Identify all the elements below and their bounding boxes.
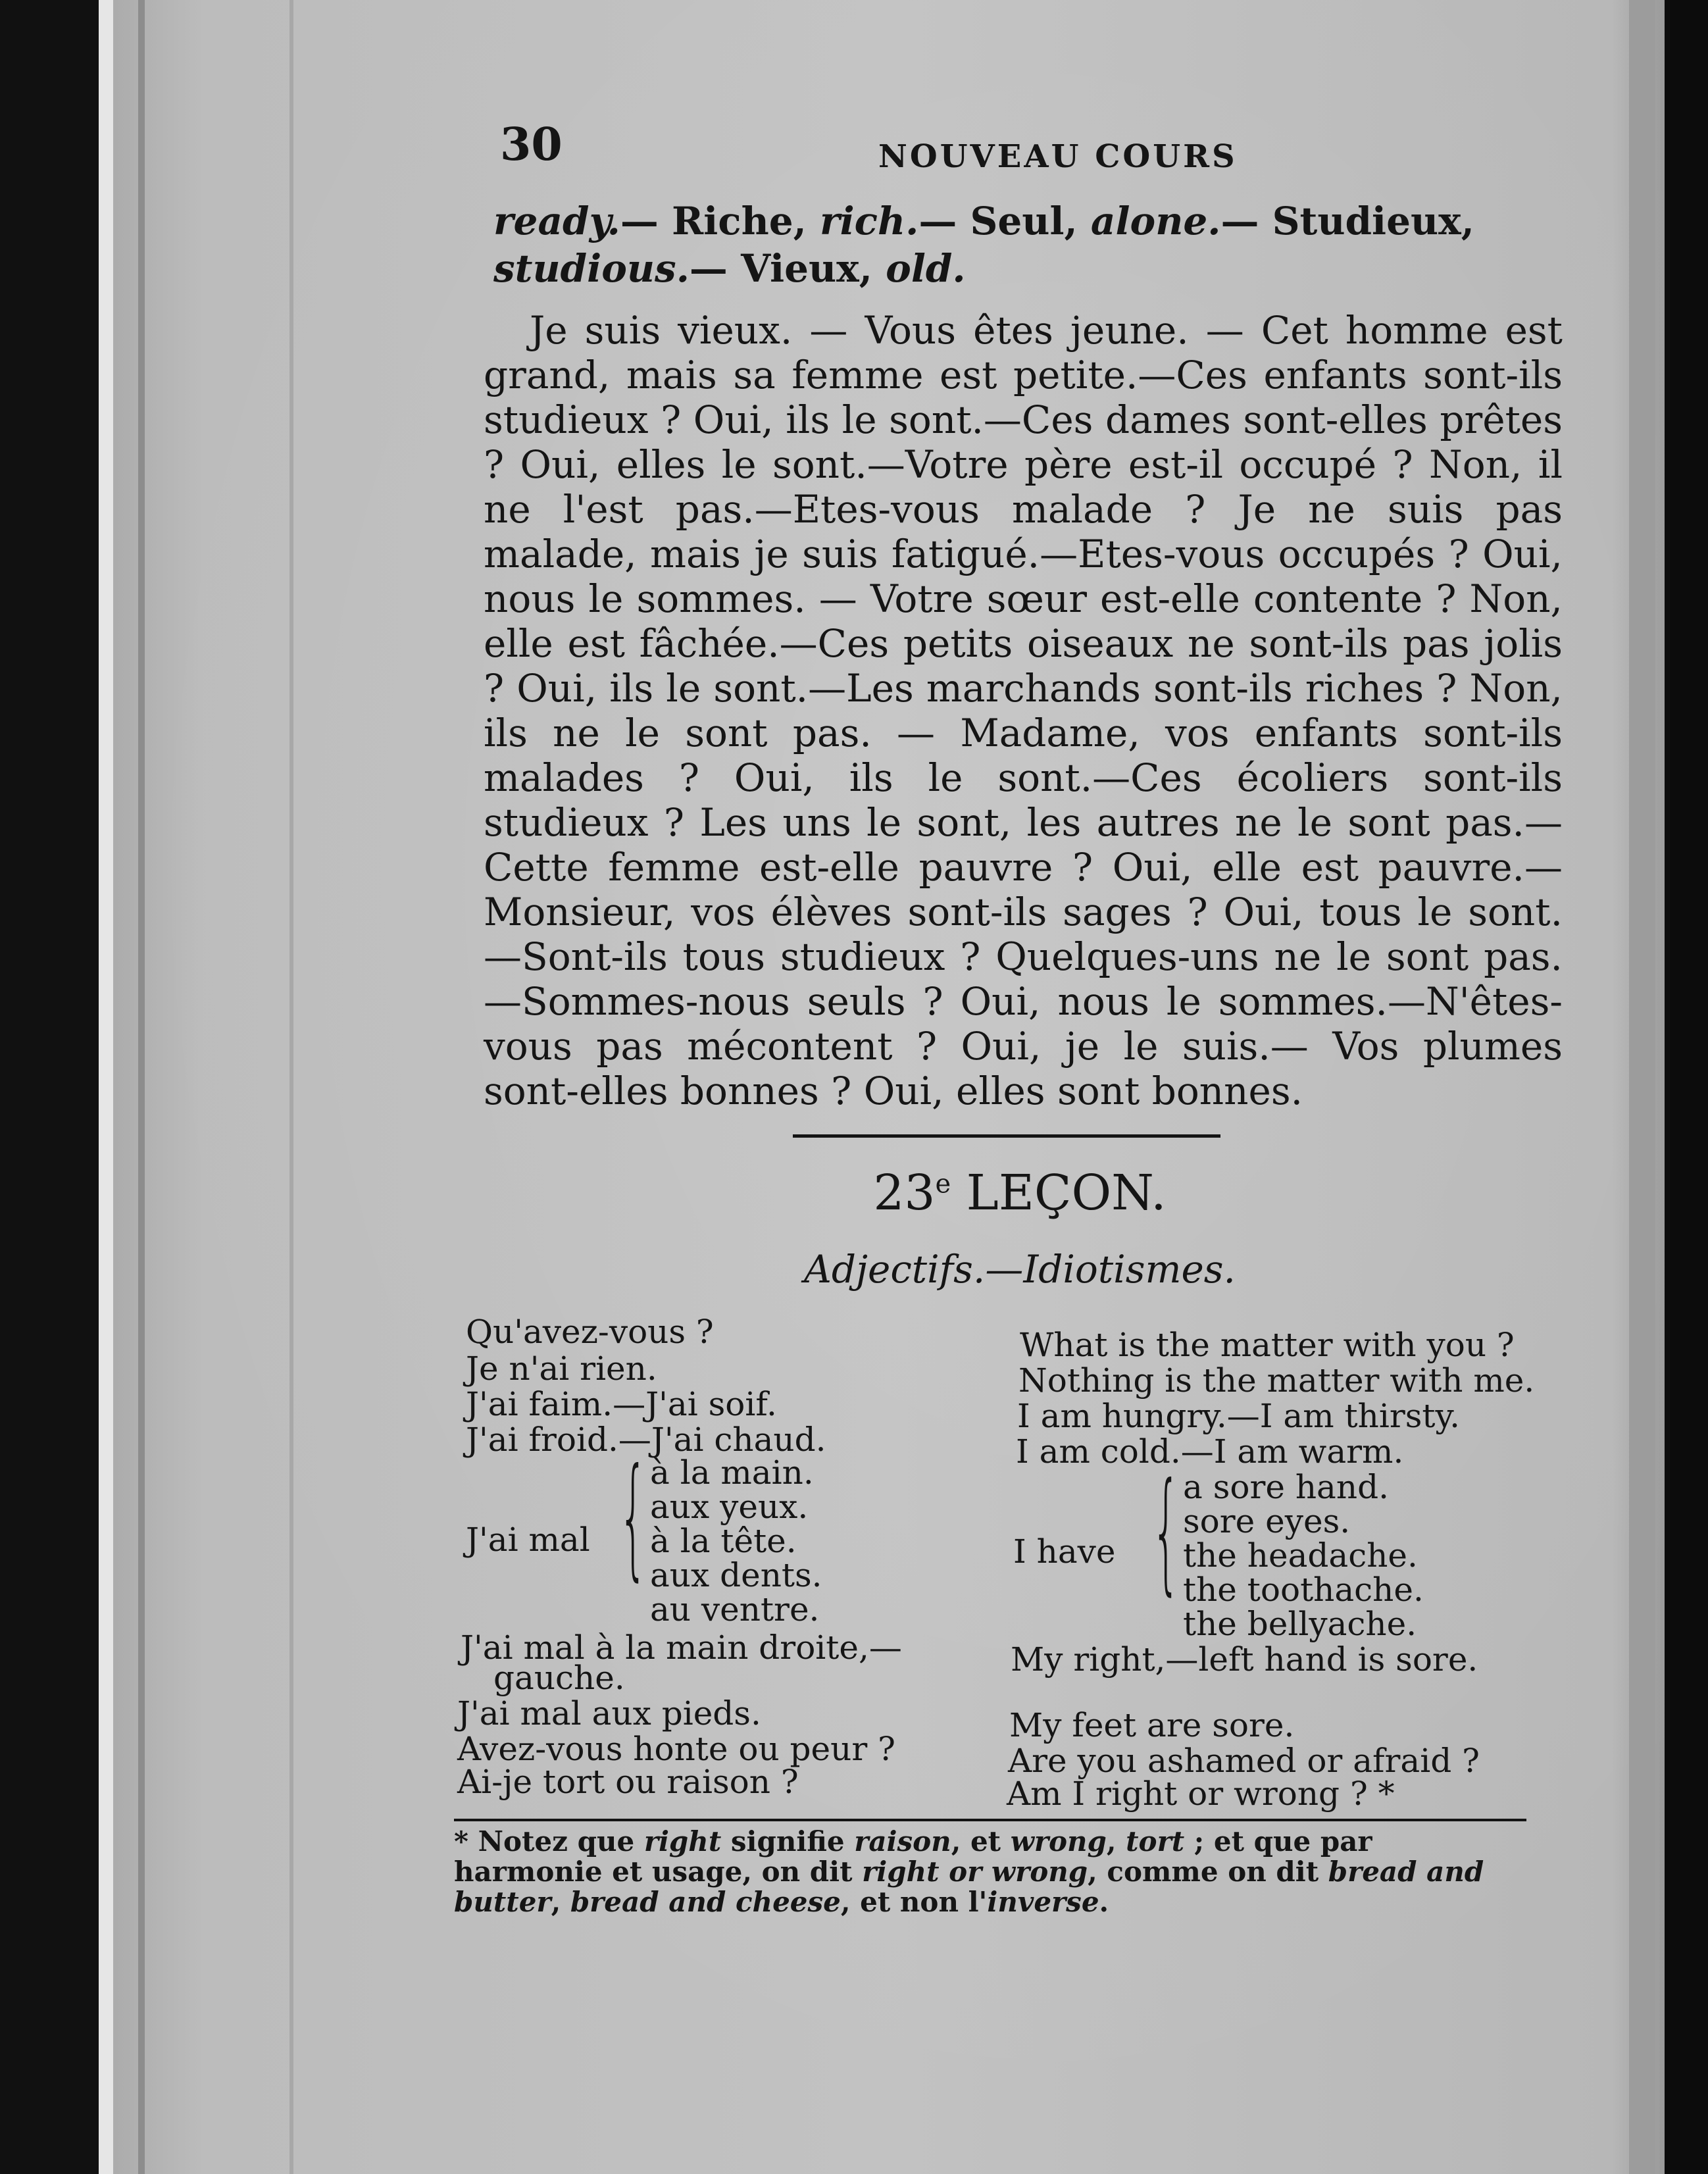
vocab-word: old. xyxy=(886,246,966,291)
footnote-text: , et non l' xyxy=(840,1886,988,1918)
phrase-fr-3: J'ai faim.—J'ai soif. xyxy=(466,1385,777,1423)
vocab-word: — Riche, xyxy=(620,199,820,243)
phrase-en-3: I am hungry.—I am thirsty. xyxy=(1017,1397,1460,1435)
page-fold-line xyxy=(289,0,293,2174)
phrase-fr-mal-lead: J'ai mal xyxy=(466,1521,590,1559)
footnote-italic: inverse xyxy=(987,1886,1099,1918)
vocab-word: rich. xyxy=(820,199,919,243)
vocab-word: — Vieux, xyxy=(689,246,886,291)
phrase-fr-1: Qu'avez-vous ? xyxy=(466,1313,714,1351)
footnote-italic: bread and cheese xyxy=(570,1886,841,1918)
lesson-number: 23 xyxy=(873,1165,936,1221)
footnote-italic: bread and butter xyxy=(454,1856,1484,1918)
footnote-text: , comme on dit xyxy=(1088,1856,1328,1888)
page-gutter xyxy=(99,0,113,2174)
phrase-fr-6: J'ai mal aux pieds. xyxy=(457,1694,761,1732)
footnote-italic: wrong xyxy=(1010,1825,1107,1858)
footnote-italic: right xyxy=(643,1825,722,1858)
vocabulary-line xyxy=(493,197,1566,292)
phrase-fr-5-cont: gauche. xyxy=(493,1659,625,1697)
footnote xyxy=(454,1827,1526,1917)
section-divider xyxy=(793,1134,1220,1138)
page-number: 30 xyxy=(500,118,563,171)
running-head: NOUVEAU COURS xyxy=(878,138,1238,175)
phrase-fr-mal-item: aux dents. xyxy=(650,1556,822,1594)
phrase-en-1: What is the matter with you ? xyxy=(1020,1326,1515,1364)
phrase-en-7: Are you ashamed or afraid ? xyxy=(1008,1742,1480,1780)
lesson-title xyxy=(691,1165,1349,1221)
phrase-en-have-item: sore eyes. xyxy=(1183,1502,1351,1540)
footnote-rule xyxy=(454,1819,1526,1821)
footnote-italic: raison xyxy=(854,1825,951,1858)
phrase-fr-mal-item: à la main. xyxy=(650,1454,814,1492)
brace-right: { xyxy=(1151,1455,1181,1608)
vocab-word: alone. xyxy=(1090,199,1221,243)
phrase-fr-4: J'ai froid.—J'ai chaud. xyxy=(466,1421,826,1459)
footnote-text: , xyxy=(1106,1825,1126,1858)
lesson-subtitle: Adjectifs.—Idiotismes. xyxy=(804,1247,1236,1292)
vocab-word: — Studieux, xyxy=(1220,199,1474,243)
phrase-en-6: My feet are sore. xyxy=(1009,1706,1295,1744)
footnote-text: * Notez que xyxy=(454,1825,644,1858)
page-gutter-shadow xyxy=(138,0,145,2174)
phrase-fr-mal-item: au ventre. xyxy=(650,1590,820,1629)
phrase-fr-2: Je n'ai rien. xyxy=(466,1350,657,1388)
footnote-text: , xyxy=(551,1886,570,1918)
phrase-en-have-item: the headache. xyxy=(1183,1536,1418,1575)
footnote-italic: right or wrong xyxy=(862,1856,1088,1888)
footnote-text: ; et que par harmonie et usage, on dit xyxy=(454,1825,1372,1888)
phrase-en-have-item: the toothache. xyxy=(1183,1571,1424,1609)
page-edge-strip xyxy=(1629,0,1655,2174)
phrase-en-8: Am I right or wrong ? * xyxy=(1007,1775,1395,1813)
phrase-fr-mal-item: aux yeux. xyxy=(650,1488,809,1526)
exercise-paragraph: Je suis vieux. — Vous êtes jeune. — Cet homme est grand, mais sa femme est petite.—Ces enfants sont-ils studieux ? Oui, ils le sont.—Ces dames sont-elles prêtes ? Oui, elles le sont.—Votre père est-il occupé ? Non, il ne l'est pas.—Etes-vous malade ? Je ne suis pas malade, mais je suis fatigué.—Etes-vous occupés ? Oui, nous le sommes. — Votre sœur est-elle contente ? Non, elle est fâchée.—Ces petits oiseaux ne sont-ils pas jolis ? Oui, ils le sont.—Les marchands sont-ils riches ? Non, ils ne le sont pas. — Madame, vos enfants sont-ils malades ? Oui, ils le sont.—Ces écoliers sont-ils studieux ? Les uns le sont, les autres ne le sont pas.—Cette femme est-elle pauvre ? Oui, elle est pauvre.—Monsieur, vos élèves sont-ils sages ? Oui, tous le sont.—Sont-ils tous studieux ? Quelques-uns ne le sont pas.—Sommes-nous seuls ? Oui, nous le sommes.—N'êtes-vous pas mécontent ? Oui, je le suis.— Vos plumes sont-elles bonnes ? Oui, elles sont bonnes. xyxy=(484,308,1563,1113)
lesson-word: LEÇON. xyxy=(951,1165,1167,1221)
phrase-en-have-item: a sore hand. xyxy=(1183,1468,1389,1506)
footnote-text: . xyxy=(1099,1886,1109,1918)
phrase-en-2: Nothing is the matter with me. xyxy=(1018,1361,1535,1400)
footnote-italic: tort xyxy=(1126,1825,1185,1858)
phrase-fr-8: Ai-je tort ou raison ? xyxy=(457,1763,799,1801)
footnote-text: signifie xyxy=(721,1825,855,1858)
lesson-superscript: e xyxy=(935,1169,951,1200)
footnote-text: , et xyxy=(951,1825,1011,1858)
phrase-en-have-item: the bellyache. xyxy=(1183,1605,1417,1643)
phrase-fr-5: J'ai mal à la main droite,— xyxy=(461,1629,902,1667)
phrase-en-4: I am cold.—I am warm. xyxy=(1016,1432,1404,1471)
brace-left: { xyxy=(618,1440,648,1594)
phrase-en-have-lead: I have xyxy=(1013,1532,1116,1571)
phrase-fr-mal-item: à la tête. xyxy=(650,1522,797,1560)
scan-border xyxy=(1665,0,1708,2174)
vocab-word: — Seul, xyxy=(918,199,1091,243)
phrase-en-5: My right,—left hand is sore. xyxy=(1011,1640,1478,1679)
vocab-word: studious. xyxy=(493,246,690,291)
vocab-word: ready. xyxy=(493,199,620,243)
phrase-fr-7: Avez-vous honte ou peur ? xyxy=(457,1730,895,1768)
